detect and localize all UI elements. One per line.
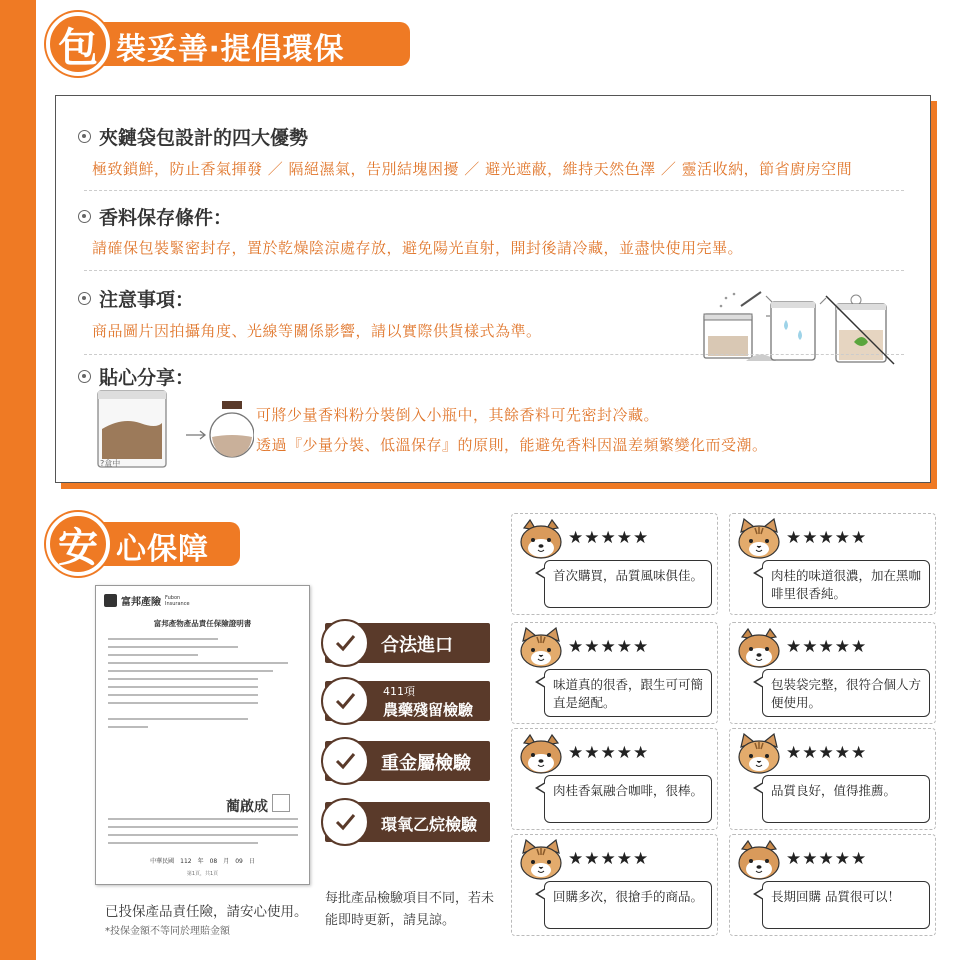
- doc-company: 富邦產險: [121, 597, 161, 608]
- features-text: 極致鎖鮮，防止香氣揮發 ／ 隔絕濕氣，告別結塊困擾 ／ 避光遮蔽，維持天然色澤 ／ 靈活收納，節省廚房空間: [92, 160, 853, 178]
- badge-label: 農藥殘留檢驗: [383, 701, 474, 719]
- assurance-section-header: [0, 510, 260, 574]
- doc-text-line: [108, 654, 198, 656]
- review-text: 品質良好，值得推薦。: [762, 775, 930, 823]
- review-card: [729, 728, 936, 830]
- review-stars: ★★★★★: [786, 743, 868, 763]
- doc-text-line: [108, 662, 288, 664]
- storage-heading-text: 香料保存條件：: [99, 207, 233, 229]
- review-stars: ★★★★★: [568, 849, 650, 869]
- notice-heading-text: 注意事項：: [99, 289, 195, 311]
- check-icon: [321, 737, 369, 785]
- badge-label-top: 411項: [383, 685, 415, 698]
- notice-text: 商品圖片因拍攝角度、光線等關係影響，請以實際供貨樣式為準。: [92, 322, 542, 340]
- review-card: [511, 513, 718, 615]
- insurance-note: 已投保產品責任險，請安心使用。: [105, 904, 308, 920]
- check-icon: [321, 677, 369, 725]
- doc-date: 中華民國 112 年 08 月 09 日: [150, 858, 255, 865]
- fubon-logo-icon: [104, 594, 117, 607]
- doc-company-en: Fubon Insurance: [165, 594, 190, 607]
- test-note-line-1: 每批產品檢驗項目不同，若未: [325, 891, 495, 906]
- notice-heading: [78, 285, 194, 312]
- doc-text-line: [108, 638, 218, 640]
- features-heading: [78, 123, 308, 150]
- packaging-section-header: [0, 10, 420, 74]
- doc-text-line: [108, 726, 148, 728]
- badge-label: 合法進口: [381, 635, 453, 656]
- divider: [84, 190, 904, 191]
- doc-text-line: [108, 702, 258, 704]
- check-icon: [321, 619, 369, 667]
- test-note-line-2: 能即時更新，請見諒。: [325, 913, 456, 928]
- review-card: [729, 834, 936, 936]
- divider: [84, 270, 904, 271]
- doc-text-line: [108, 818, 298, 820]
- doc-text-line: [108, 826, 298, 828]
- review-stars: ★★★★★: [568, 637, 650, 657]
- review-stars: ★★★★★: [568, 528, 650, 548]
- side-accent-bar: [0, 0, 36, 960]
- badge-label: 重金屬檢驗: [381, 753, 471, 774]
- doc-text-line: [108, 678, 258, 680]
- shiba-icon: [736, 839, 782, 881]
- review-text: 回購多次，很搶手的商品。: [544, 881, 712, 929]
- assurance-section-title: 心保障: [116, 532, 209, 567]
- storage-text: 請確保包裝緊密封存，置於乾燥陰涼處存放，避免陽光直射，開封後請冷藏，並盡快使用完畢。: [92, 239, 744, 257]
- tabby-cat-icon: [736, 518, 782, 560]
- review-text: 味道真的很香，跟生可可簡直是絕配。: [544, 669, 712, 717]
- shiba-icon: [736, 627, 782, 669]
- bullet-icon: [78, 130, 91, 143]
- doc-text-line: [108, 718, 248, 720]
- review-text: 肉桂的味道很濃，加在黑咖啡里很香純。: [762, 560, 930, 608]
- bullet-icon: [78, 370, 91, 383]
- doc-text-line: [108, 842, 258, 844]
- review-card: [511, 728, 718, 830]
- doc-page: 第1頁，共1頁: [186, 871, 219, 877]
- shiba-icon: [518, 733, 564, 775]
- packaging-info-box: [55, 95, 931, 483]
- review-card: [511, 622, 718, 724]
- badge-heavy-metal-test: [325, 741, 490, 781]
- doc-text-line: [108, 686, 258, 688]
- tabby-cat-icon: [518, 839, 564, 881]
- review-text: 包裝袋完整，很符合個人方便使用。: [762, 669, 930, 717]
- badge-ethylene-oxide-test: [325, 802, 490, 842]
- badge-pesticide-test: [325, 681, 490, 721]
- review-text: 首次購買，品質風味俱佳。: [544, 560, 712, 608]
- bullet-icon: [78, 292, 91, 305]
- badge-label: 環氧乙烷檢驗: [381, 815, 478, 834]
- tip-line-1: 可將少量香料粉分裝倒入小瓶中，其餘香料可先密封冷藏。: [256, 406, 660, 424]
- packaging-section-title: 裝妥善‧提倡環保: [116, 32, 345, 67]
- doc-logo: [104, 593, 193, 608]
- doc-title: 富邦產物產品責任保險證明書: [153, 619, 252, 628]
- bullet-icon: [78, 210, 91, 223]
- tabby-cat-icon: [518, 627, 564, 669]
- insurance-certificate: [95, 585, 310, 885]
- tip-line-2: 透過『少量分裝、低溫保存』的原則，能避免香料因溫差頻繁變化而受潮。: [256, 436, 768, 454]
- doc-text-line: [108, 694, 258, 696]
- review-card: [729, 513, 936, 615]
- storage-heading: [78, 203, 232, 230]
- review-card: [729, 622, 936, 724]
- review-stars: ★★★★★: [786, 637, 868, 657]
- tip-heading: [78, 363, 194, 390]
- doc-text-line: [108, 670, 273, 672]
- header-circle-char: 安: [46, 512, 110, 576]
- doc-text-line: [108, 834, 298, 836]
- divider: [84, 354, 904, 355]
- review-stars: ★★★★★: [786, 528, 868, 548]
- header-circle-char: 包: [46, 12, 110, 76]
- bag-label: ?盒中: [100, 459, 121, 468]
- seal-stamp-icon: [272, 794, 290, 812]
- tip-heading-text: 貼心分享：: [99, 367, 195, 389]
- features-heading-text: 夾鏈袋包設計的四大優勢: [99, 127, 309, 149]
- review-stars: ★★★★★: [786, 849, 868, 869]
- shiba-icon: [518, 518, 564, 560]
- insurance-footnote: *投保金額不等同於理賠金額: [105, 926, 230, 937]
- review-text: 肉桂香氣融合咖啡，很棒。: [544, 775, 712, 823]
- doc-text-line: [108, 646, 238, 648]
- review-card: [511, 834, 718, 936]
- review-text: 長期回購 品質很可以！: [762, 881, 930, 929]
- check-icon: [321, 798, 369, 846]
- tabby-cat-icon: [736, 733, 782, 775]
- review-stars: ★★★★★: [568, 743, 650, 763]
- doc-signature: 蔺啟成: [226, 799, 268, 815]
- badge-legal-import: [325, 623, 490, 663]
